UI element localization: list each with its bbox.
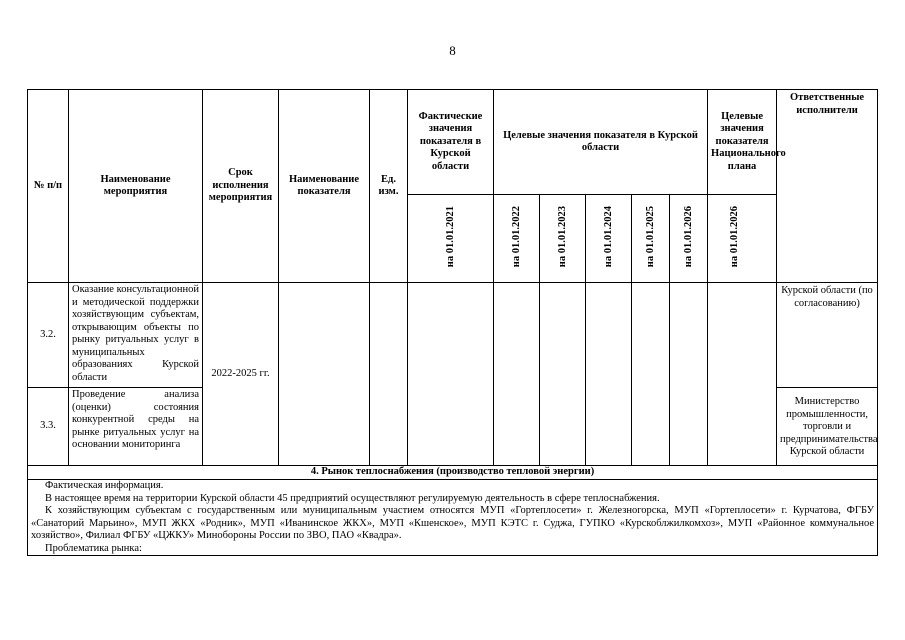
date-2025: на 01.01.2025 [644, 205, 656, 267]
paragraph: К хозяйствующим субъектам с государственным или муниципальным участием относятся МУП «Гортеплосети» г. Железногорска, МУП «Гортеплосети» г. Курчатова, ФГБУ «Санаторий Марьино», МУП ЖКХ «Родник», МУП «Иванинское ЖКХ», МУП «Кшенское», МУП КЭТС г. Суджа, ГУПКО «Курскоблжилкомхоз», МУП «Районное коммунальное хозяйство», Филиал ФГБУ «ЦЖКУ» Минобороны России по ЗВО, ПАО «Квадра». [31, 505, 875, 541]
date-2023: на 01.01.2023 [556, 205, 568, 267]
row-num: 3.2. [28, 283, 69, 388]
paragraph: Проблематика рынка: [45, 542, 142, 554]
date-2026: на 01.01.2026 [682, 205, 694, 267]
header-event-name: Наименование мероприятия [69, 90, 203, 283]
row-responsible: Курской области (по согласованию) [777, 283, 878, 388]
measures-table [27, 89, 878, 556]
section-title: 4. Рынок теплоснабжения (производство тепловой энергии) [28, 466, 878, 480]
date-2022: на 01.01.2022 [510, 205, 522, 267]
header-num: № п/п [28, 90, 69, 283]
row-deadline: 2022-2025 гг. [203, 283, 279, 466]
table-row [28, 283, 878, 388]
header-indicator-name: Наименование показателя [279, 90, 370, 283]
paragraph: В настоящее время на территории Курской области 45 предприятий осуществляют регулируемую деятельность в сфере теплоснабжения. [45, 492, 660, 504]
date-2024: на 01.01.2024 [602, 205, 614, 267]
row-event-name: Проведение анализа (оценки) состояния конкурентной среды на рынке ритуальных услуг на основании мониторинга [69, 388, 203, 466]
paragraph: Фактическая информация. [45, 480, 164, 491]
text-block [28, 480, 878, 556]
header-responsible: Ответственные исполнители [777, 90, 878, 283]
header-target-national: Целевые значения показателя Национального плана [708, 90, 777, 195]
row-num: 3.3. [28, 388, 69, 466]
header-deadline: Срок исполнения мероприятия [203, 90, 279, 283]
page-number: 8 [449, 43, 456, 58]
row-event-name: Оказание консультационной и методической поддержки хозяйствующим субъектам, открывающим объекты по рынку ритуальных услуг в муниципальных образованиях Курской области [69, 283, 203, 388]
date-national: на 01.01.2026 [729, 205, 741, 267]
header-target-kursk: Целевые значения показателя в Курской области [494, 90, 708, 195]
header-actual: Фактические значения показателя в Курской области [408, 90, 494, 195]
row-responsible: Министерство промышленности, торговли и предпринимательства Курской области [777, 388, 878, 466]
date-actual: на 01.01.2021 [444, 205, 456, 267]
header-unit: Ед. изм. [370, 90, 408, 283]
